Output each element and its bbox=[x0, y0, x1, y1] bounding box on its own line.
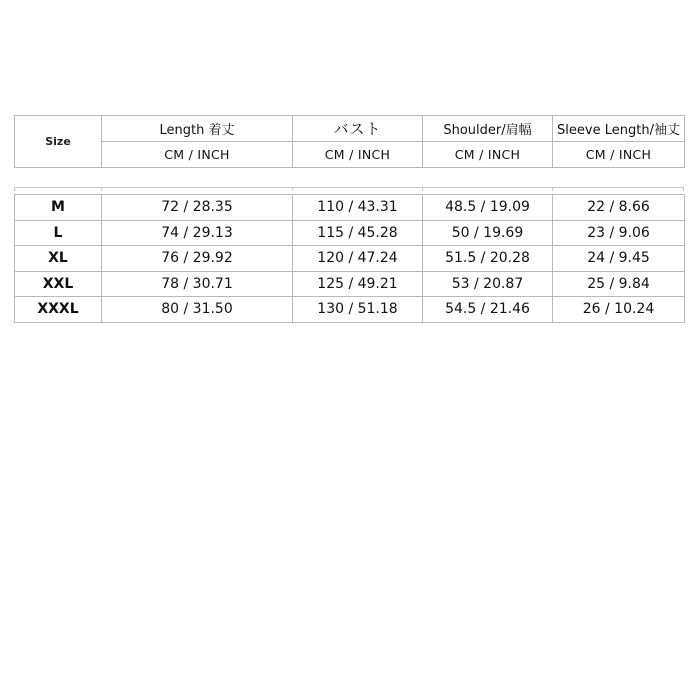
bust-column-header: バスト bbox=[293, 116, 423, 142]
sleeve-cell: 25 / 9.84 bbox=[553, 271, 685, 297]
sleeve-cell: 22 / 8.66 bbox=[553, 195, 685, 221]
shoulder-cell: 51.5 / 20.28 bbox=[423, 246, 553, 272]
sleeve-units: CM / INCH bbox=[553, 142, 685, 168]
bust-cell: 130 / 51.18 bbox=[293, 297, 423, 323]
bust-cell: 110 / 43.31 bbox=[293, 195, 423, 221]
bust-cell: 120 / 47.24 bbox=[293, 246, 423, 272]
table-row bbox=[15, 195, 685, 221]
shoulder-cell: 50 / 19.69 bbox=[423, 220, 553, 246]
length-cell: 72 / 28.35 bbox=[102, 195, 293, 221]
shoulder-units: CM / INCH bbox=[423, 142, 553, 168]
size-cell: M bbox=[15, 195, 102, 221]
length-cell: 74 / 29.13 bbox=[102, 220, 293, 246]
header-separator bbox=[14, 187, 684, 191]
shoulder-cell: 48.5 / 19.09 bbox=[423, 195, 553, 221]
sleeve-cell: 24 / 9.45 bbox=[553, 246, 685, 272]
length-units: CM / INCH bbox=[102, 142, 293, 168]
length-cell: 80 / 31.50 bbox=[102, 297, 293, 323]
size-chart-body bbox=[14, 194, 685, 323]
sleeve-cell: 23 / 9.06 bbox=[553, 220, 685, 246]
size-cell: XXXL bbox=[15, 297, 102, 323]
length-column-header: Length 着丈 bbox=[102, 116, 293, 142]
size-cell: XXL bbox=[15, 271, 102, 297]
size-chart-header bbox=[14, 115, 685, 168]
size-cell: XL bbox=[15, 246, 102, 272]
table-row bbox=[15, 297, 685, 323]
bust-units: CM / INCH bbox=[293, 142, 423, 168]
sleeve-column-header: Sleeve Length/袖丈 bbox=[553, 116, 685, 142]
shoulder-column-header: Shoulder/肩幅 bbox=[423, 116, 553, 142]
size-column-header: Size bbox=[15, 116, 102, 168]
shoulder-cell: 54.5 / 21.46 bbox=[423, 297, 553, 323]
length-cell: 76 / 29.92 bbox=[102, 246, 293, 272]
table-row bbox=[15, 246, 685, 272]
sleeve-cell: 26 / 10.24 bbox=[553, 297, 685, 323]
bust-cell: 115 / 45.28 bbox=[293, 220, 423, 246]
shoulder-cell: 53 / 20.87 bbox=[423, 271, 553, 297]
table-row bbox=[15, 220, 685, 246]
size-cell: L bbox=[15, 220, 102, 246]
length-cell: 78 / 30.71 bbox=[102, 271, 293, 297]
table-row bbox=[15, 271, 685, 297]
bust-cell: 125 / 49.21 bbox=[293, 271, 423, 297]
